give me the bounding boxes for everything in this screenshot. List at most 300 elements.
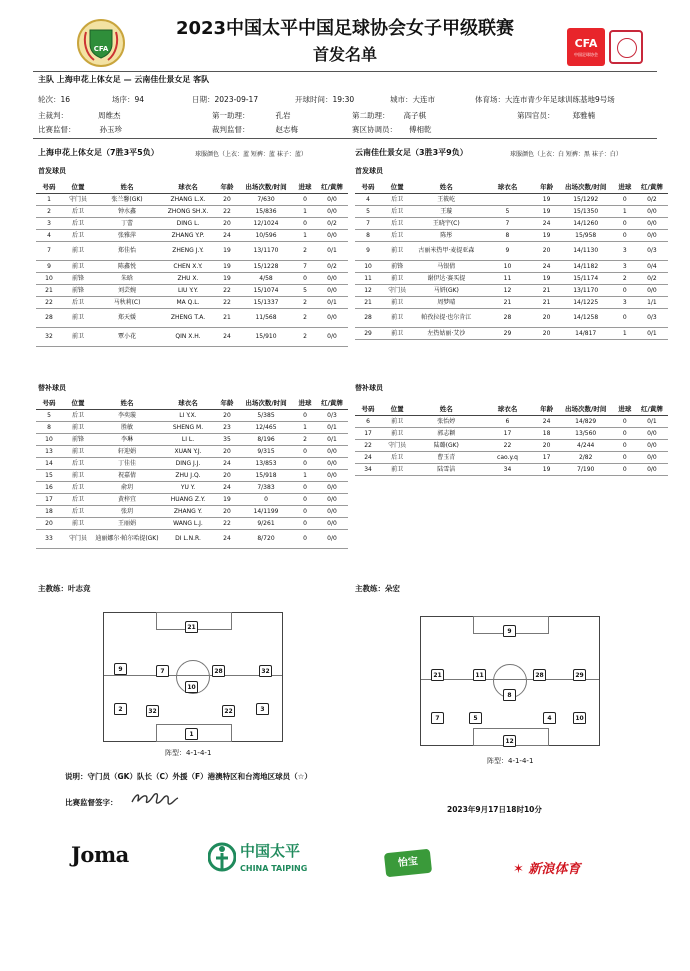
player-pos: 前锋 [62,272,94,284]
player-num: 3 [36,217,62,229]
player-goals: 0 [294,457,316,469]
player-name: 古丽米热甲·麦提亚森 [413,241,479,260]
player-goals: 3 [614,296,636,308]
player-cards: 0/1 [316,241,348,260]
player-cards: 0/0 [316,327,348,346]
away-formation-label: 阵型：4-1-4-1 [487,757,534,765]
player-cards: 0/0 [316,193,348,205]
player-name: 王丽娟 [94,517,160,529]
player-num: 4 [355,193,381,205]
player-apps: 0 [238,493,294,505]
player-row [355,463,668,475]
player-cards: 0/0 [636,284,668,296]
player-pos: 前锋 [62,433,94,445]
player-cards: 0/0 [316,517,348,529]
col-header-cards: 红/黄牌 [636,181,668,193]
player-cards: 0/3 [636,241,668,260]
player-shirt-icon: 1 [185,728,198,740]
player-pos: 前卫 [62,260,94,272]
player-goals: 3 [614,260,636,272]
player-row [36,433,348,445]
player-cards: 0/1 [636,415,668,427]
player-num: 1 [36,193,62,205]
player-age: 18 [536,427,558,439]
player-name: 俞玥 [94,481,160,493]
player-apps: 14/1130 [558,241,614,260]
player-row [36,241,348,260]
player-apps: 7/630 [238,193,294,205]
player-pos: 后卫 [62,481,94,493]
col-header-cards: 红/黄牌 [316,397,348,409]
player-age: 24 [216,457,238,469]
player-name: 郑佳怡 [94,241,160,260]
player-apps: 8/720 [238,529,294,548]
player-num: 5 [36,409,62,421]
player-shirt-icon: 29 [573,669,586,681]
player-apps: 15/1350 [558,205,614,217]
signature-label: 比赛监督签字： [65,798,118,807]
player-age: 20 [536,439,558,451]
player-age: 17 [536,451,558,463]
player-cards: 0/1 [316,433,348,445]
handwritten-signature [130,788,180,808]
player-age: 20 [216,409,238,421]
player-name: 迪丽娜尔·帕尔哈提(GK) [94,529,160,548]
divider [33,71,657,72]
taiping-mark-icon [208,840,236,874]
player-age: 20 [216,505,238,517]
player-goals: 0 [614,193,636,205]
player-name: 丁佳佳 [94,457,160,469]
player-age: 19 [216,241,238,260]
player-goals: 5 [294,284,316,296]
player-row [36,327,348,346]
player-num: 6 [355,415,381,427]
player-row [36,421,348,433]
player-name: 左热姑丽·艾沙 [413,327,479,339]
player-goals: 0 [614,463,636,475]
player-name: 祝嘉倩 [94,469,160,481]
col-header-pos: 位置 [381,403,413,415]
player-pos: 守门员 [62,193,94,205]
player-shirt: ZHONG SH.X. [160,205,216,217]
player-name: 谢伊达·赛买提 [413,272,479,284]
player-cards: 0/0 [316,272,348,284]
ar2-info: 第二助理： 高子棋 [352,111,426,120]
player-row [36,272,348,284]
cfa-logo [567,28,647,66]
player-num: 29 [355,327,381,339]
player-name: 王筱屹 [413,193,479,205]
player-name: 轩迎娟 [94,445,160,457]
player-apps: 9/315 [238,445,294,457]
player-shirt: LI Y.X. [160,409,216,421]
player-goals: 2 [294,327,316,346]
player-shirt: 7 [479,217,535,229]
player-name: 帕孜拉提·也尔肯江 [413,308,479,327]
player-apps: 14/817 [558,327,614,339]
player-name: 张玥 [94,505,160,517]
player-shirt: LIU Y.Y. [160,284,216,296]
home-team-label: 上海申花上体女足（7胜3平5负） [38,148,159,157]
col-header-num: 号码 [355,403,381,415]
away-subs-table [355,403,668,476]
player-row [36,517,348,529]
player-age: 19 [536,229,558,241]
player-goals: 0 [614,439,636,451]
player-shirt-icon: 12 [503,735,516,747]
player-row [36,529,348,548]
player-num: 7 [36,241,62,260]
player-shirt: SHENG M. [160,421,216,433]
player-cards: 0/0 [316,493,348,505]
player-num: 2 [36,205,62,217]
col-header-age: 年龄 [536,403,558,415]
taiping-cn-text: 中国太平 [240,842,301,860]
player-apps: 13/1170 [558,284,614,296]
player-goals: 1 [294,229,316,241]
player-row [36,505,348,517]
player-age: 20 [216,445,238,457]
player-shirt: 17 [479,427,535,439]
player-row [355,284,668,296]
venue-info: 体育场：大连市青少年足球训练基地9号场 [475,95,615,104]
player-num: 9 [36,260,62,272]
player-cards: 0/0 [636,229,668,241]
player-cards: 0/2 [316,260,348,272]
player-row [36,308,348,327]
player-shirt: ZHU X. [160,272,216,284]
player-name: 曹玉青 [413,451,479,463]
player-age: 21 [536,284,558,296]
col-header-name: 姓名 [94,397,160,409]
player-apps: 8/196 [238,433,294,445]
player-apps: 11/568 [238,308,294,327]
player-name: 刘芸婉 [94,284,160,296]
player-name: 张兰馨(GK) [94,193,160,205]
player-num: 22 [36,296,62,308]
player-row [355,272,668,284]
player-cards: 0/0 [316,445,348,457]
player-shirt: 11 [479,272,535,284]
player-shirt: 10 [479,260,535,272]
player-apps: 13/560 [558,427,614,439]
player-row [355,241,668,260]
player-cards: 0/2 [636,193,668,205]
player-cards: 0/0 [636,217,668,229]
player-goals: 0 [294,193,316,205]
player-goals: 0 [294,529,316,548]
col-header-age: 年龄 [536,181,558,193]
player-shirt: 6 [479,415,535,427]
player-shirt-icon: 32 [146,705,159,717]
col-header-shirt: 球衣名 [479,403,535,415]
player-goals: 1 [294,469,316,481]
player-apps: 14/1260 [558,217,614,229]
player-age: 22 [216,205,238,217]
player-shirt-icon: 10 [573,712,586,724]
player-apps: 14/1258 [558,308,614,327]
player-goals: 1 [294,205,316,217]
player-num: 11 [355,272,381,284]
player-num: 10 [36,433,62,445]
player-cards: 0/2 [316,217,348,229]
home-coach: 主教练：叶志竞 [38,584,91,593]
player-shirt-icon: 8 [503,689,516,701]
player-goals: 0 [294,272,316,284]
player-pos: 后卫 [62,205,94,217]
player-shirt: LI L. [160,433,216,445]
player-shirt: YU Y. [160,481,216,493]
player-cards: 0/0 [316,308,348,327]
player-shirt: 12 [479,284,535,296]
player-shirt [479,193,535,205]
home-formation-pitch [103,612,283,742]
player-shirt-icon: 28 [212,665,225,677]
player-cards: 0/0 [316,229,348,241]
player-goals: 1 [614,327,636,339]
col-header-goals: 进球 [294,181,316,193]
away-starters-heading: 首发球员 [355,167,383,175]
col-header-name: 姓名 [413,403,479,415]
player-goals: 0 [614,217,636,229]
player-age: 19 [216,493,238,505]
player-row [355,296,668,308]
player-shirt: 22 [479,439,535,451]
player-row [36,296,348,308]
player-shirt: CHEN X.Y. [160,260,216,272]
player-pos: 守门员 [381,284,413,296]
player-num: 12 [355,284,381,296]
player-apps: 5/385 [238,409,294,421]
player-cards: 0/1 [636,327,668,339]
col-header-apps: 出场次数/时间 [238,181,294,193]
player-name: 张雅萍 [94,229,160,241]
col-header-apps: 出场次数/时间 [558,181,614,193]
player-shirt-icon: 21 [185,621,198,633]
player-pos: 前卫 [381,463,413,475]
player-apps: 13/1170 [238,241,294,260]
player-shirt-icon: 11 [473,669,486,681]
player-age: 19 [536,205,558,217]
player-apps: 14/1199 [238,505,294,517]
player-pos: 前锋 [381,260,413,272]
player-apps: 15/1174 [558,272,614,284]
player-num: 13 [36,445,62,457]
player-num: 4 [36,229,62,241]
player-name: 周梦晴 [413,296,479,308]
player-row [36,445,348,457]
player-row [36,284,348,296]
player-age: 22 [216,284,238,296]
player-shirt: ZHENG J.Y. [160,241,216,260]
player-apps: 10/596 [238,229,294,241]
player-pos: 前卫 [381,241,413,260]
player-shirt: 8 [479,229,535,241]
player-age: 20 [216,217,238,229]
player-name: 覃小花 [94,327,160,346]
player-age: 21 [536,296,558,308]
player-pos: 守门员 [381,439,413,451]
kickoff-info: 开球时间：19:30 [295,95,355,104]
player-pos: 前卫 [62,241,94,260]
player-goals: 0 [614,427,636,439]
player-pos: 前卫 [381,415,413,427]
player-pos: 前卫 [62,445,94,457]
player-apps: 14/1182 [558,260,614,272]
player-goals: 2 [294,308,316,327]
player-shirt-icon: 3 [256,703,269,715]
player-pos: 前卫 [381,296,413,308]
player-age: 19 [536,463,558,475]
col-header-name: 姓名 [94,181,160,193]
player-age: 24 [216,481,238,493]
player-age: 22 [216,296,238,308]
player-num: 28 [36,308,62,327]
player-name: 郭志颖 [413,427,479,439]
player-name: 陈彤 [413,229,479,241]
player-age: 35 [216,433,238,445]
player-row [355,229,668,241]
player-num: 22 [355,439,381,451]
player-row [355,451,668,463]
player-age: 24 [216,529,238,548]
player-name: 胜敏 [94,421,160,433]
col-header-cards: 红/黄牌 [316,181,348,193]
player-apps: 14/829 [558,415,614,427]
home-subs-heading: 替补球员 [38,384,66,392]
player-num: 7 [355,217,381,229]
player-row [355,217,668,229]
player-shirt: ZHANG L.X. [160,193,216,205]
taiping-en-text: CHINA TAIPING [240,864,308,873]
player-pos: 前卫 [381,272,413,284]
player-cards: 0/3 [316,409,348,421]
player-pos: 后卫 [381,193,413,205]
player-shirt: 9 [479,241,535,260]
player-shirt: HUANG Z.Y. [160,493,216,505]
player-pos: 前卫 [381,427,413,439]
col-header-pos: 位置 [62,397,94,409]
player-goals: 2 [294,433,316,445]
player-num: 18 [36,505,62,517]
player-goals: 0 [614,229,636,241]
player-apps: 15/1228 [238,260,294,272]
player-age: 24 [216,229,238,241]
player-apps: 13/853 [238,457,294,469]
player-shirt: MA Q.L. [160,296,216,308]
player-goals: 1 [614,205,636,217]
player-num: 9 [355,241,381,260]
player-row [36,457,348,469]
player-shirt: ZHANG Y. [160,505,216,517]
player-apps: 4/58 [238,272,294,284]
player-pos: 前卫 [381,308,413,327]
away-coach: 主教练：朵宏 [355,584,400,593]
player-goals: 0 [294,481,316,493]
player-goals: 0 [614,415,636,427]
player-row [36,193,348,205]
player-name: 马银倩 [413,260,479,272]
player-cards: 0/0 [316,205,348,217]
player-num: 10 [355,260,381,272]
player-shirt: 5 [479,205,535,217]
player-apps: 9/261 [238,517,294,529]
player-pos: 后卫 [381,451,413,463]
player-age: 21 [216,308,238,327]
player-num: 8 [36,421,62,433]
player-shirt-icon: 32 [259,665,272,677]
col-header-goals: 进球 [294,397,316,409]
page-title: 2023中国太平中国足球协会女子甲级联赛 [175,18,515,39]
player-age: 24 [216,327,238,346]
player-num: 32 [36,327,62,346]
player-cards: 1/1 [636,296,668,308]
player-name: 丁蕾 [94,217,160,229]
player-shirt-icon: 21 [431,669,444,681]
fourth-official-info: 第四官员： 郑雅楠 [517,111,595,120]
player-age: 24 [536,217,558,229]
player-pos: 后卫 [381,217,413,229]
player-shirt: DI L.N.R. [160,529,216,548]
player-goals: 2 [294,296,316,308]
player-pos: 后卫 [62,217,94,229]
player-goals: 0 [614,451,636,463]
player-name: 王璇 [413,205,479,217]
col-header-num: 号码 [36,181,62,193]
col-header-pos: 位置 [381,181,413,193]
player-shirt: WANG L.J. [160,517,216,529]
player-pos: 前卫 [62,517,94,529]
player-pos: 后卫 [381,205,413,217]
col-header-apps: 出场次数/时间 [558,403,614,415]
player-row [355,205,668,217]
player-cards: 0/0 [636,463,668,475]
player-cards: 0/0 [636,205,668,217]
divider [33,138,657,139]
player-shirt: 28 [479,308,535,327]
col-header-num: 号码 [36,397,62,409]
coordinator-info: 赛区协调员： 傅相乾 [352,125,432,134]
player-apps: 15/958 [558,229,614,241]
city-info: 城市：大连市 [390,95,435,104]
col-header-shirt: 球衣名 [479,181,535,193]
player-row [355,427,668,439]
col-header-age: 年龄 [216,181,238,193]
away-subs-heading: 替补球员 [355,384,383,392]
player-pos: 守门员 [62,529,94,548]
player-apps: 15/1337 [238,296,294,308]
player-num: 24 [355,451,381,463]
player-num: 15 [36,469,62,481]
away-kit-colors: 球服颜色（上衣：白 短裤：黑 袜子：白） [510,151,622,158]
player-apps: 7/190 [558,463,614,475]
player-pos: 前卫 [62,327,94,346]
player-name: 马秋莉(C) [94,296,160,308]
player-age: 24 [536,415,558,427]
player-num: 34 [355,463,381,475]
cfa-logo-mark: CFA 中国足球协会 [567,28,605,66]
player-name: 黄梓宜 [94,493,160,505]
player-pos: 前锋 [62,284,94,296]
player-apps: 15/910 [238,327,294,346]
player-shirt: QIN X.H. [160,327,216,346]
player-goals: 2 [294,241,316,260]
player-row [355,260,668,272]
player-shirt-icon: 22 [222,705,235,717]
player-num: 8 [355,229,381,241]
away-starters-table [355,181,668,340]
